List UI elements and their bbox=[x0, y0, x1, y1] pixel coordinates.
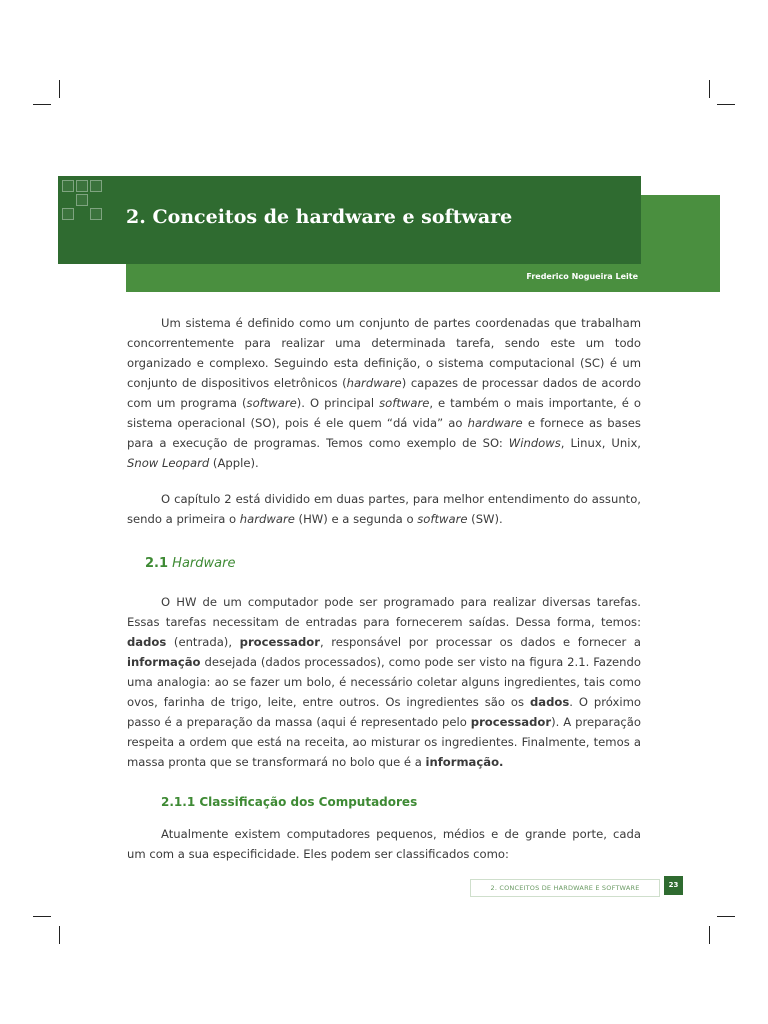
bold-term: informação bbox=[127, 655, 201, 669]
text-run: O HW de um computador pode ser programado para realizar diversas tarefas. Essas tarefas necessitam de entradas para fornecerem saídas. Dessa forma, temos: bbox=[127, 595, 641, 629]
text-run: (Apple). bbox=[209, 456, 259, 470]
decorative-squares-icon bbox=[62, 180, 104, 222]
italic-term: Windows bbox=[508, 436, 561, 450]
section-title: Hardware bbox=[172, 556, 236, 571]
text-run: , responsável por processar os dados e fornecer a bbox=[319, 635, 641, 649]
text-run: ) capazes de processar dados de acordo com um programa ( bbox=[127, 376, 641, 410]
bold-term: processador bbox=[239, 635, 320, 649]
running-footer-title: 2. CONCEITOS DE HARDWARE E SOFTWARE bbox=[470, 879, 660, 897]
chapter-title: 2. Conceitos de hardware e software bbox=[126, 206, 513, 228]
text-run: O capítulo 2 está dividido em duas partes, para melhor entendimento do assunto, sendo a primeira o bbox=[127, 492, 641, 526]
subsection-paragraph bbox=[127, 824, 641, 864]
subsection-heading-2-1-1: 2.1.1 Classificação dos Computadores bbox=[161, 795, 418, 809]
bold-term: processador bbox=[470, 715, 552, 729]
text-run: ). O principal bbox=[296, 396, 380, 410]
crop-mark bbox=[59, 80, 60, 98]
main-content bbox=[127, 313, 641, 864]
italic-term: software bbox=[246, 396, 297, 410]
italic-term: hardware bbox=[467, 416, 523, 430]
text-run: , Linux, Unix, bbox=[560, 436, 641, 450]
crop-mark bbox=[709, 926, 710, 944]
bold-term: dados bbox=[127, 635, 167, 649]
italic-term: software bbox=[417, 512, 468, 526]
italic-term: hardware bbox=[239, 512, 295, 526]
text-run: ). A preparação respeita a ordem que está na receita, ao misturar os ingredientes. Finalmente, temos a massa pronta que se transformará no bolo que é a bbox=[127, 715, 641, 769]
crop-mark bbox=[33, 104, 51, 105]
text-run: (entrada), bbox=[166, 635, 240, 649]
text-run: desejada (dados processados), como pode ser visto na figura 2.1. Fazendo uma analogia: ao se fazer um bolo, é necessário coletar alguns ingredientes, tais como ovos, farinha de trigo, leite, entre outros. Os ingredientes são os bbox=[127, 655, 641, 709]
page-number: 23 bbox=[664, 876, 683, 895]
text-run: Um sistema é definido como um conjunto de partes coordenadas que trabalham concorrentemente para realizar uma determinada tarefa, sendo este um todo organizado e complexo. Seguindo esta definição, o sistema computacional (SC) é um conjunto de dispositivos eletrônicos ( bbox=[127, 316, 641, 390]
text-run: , e também o mais importante, é o sistema operacional (SO), pois é ele quem “dá vida” ao bbox=[127, 396, 642, 430]
italic-term: hardware bbox=[346, 376, 402, 390]
text-run: Atualmente existem computadores pequenos, médios e de grande porte, cada um com a sua especificidade. Eles podem ser classificados como: bbox=[127, 827, 641, 861]
crop-mark bbox=[717, 916, 735, 917]
intro-paragraph bbox=[127, 313, 641, 473]
text-run: (SW). bbox=[467, 512, 503, 526]
crop-mark bbox=[59, 926, 60, 944]
intro-paragraph bbox=[127, 489, 641, 529]
section-paragraph bbox=[127, 592, 641, 772]
bold-term: informação. bbox=[425, 755, 504, 769]
text-run: . O próximo passo é a preparação da massa (aqui é representado pelo bbox=[127, 695, 641, 729]
text-run: e fornece as bases para a execução de programas. Temos como exemplo de SO: bbox=[127, 416, 641, 450]
bold-term: dados bbox=[529, 695, 570, 709]
section-heading-2-1 bbox=[145, 554, 641, 574]
crop-mark bbox=[33, 916, 51, 917]
text-run: (HW) e a segunda o bbox=[294, 512, 418, 526]
author-name: Frederico Nogueira Leite bbox=[526, 272, 638, 281]
section-number: 2.1 bbox=[145, 556, 169, 571]
italic-term: Snow Leopard bbox=[127, 456, 210, 470]
crop-mark bbox=[717, 104, 735, 105]
italic-term: software bbox=[379, 396, 430, 410]
crop-mark bbox=[709, 80, 710, 98]
